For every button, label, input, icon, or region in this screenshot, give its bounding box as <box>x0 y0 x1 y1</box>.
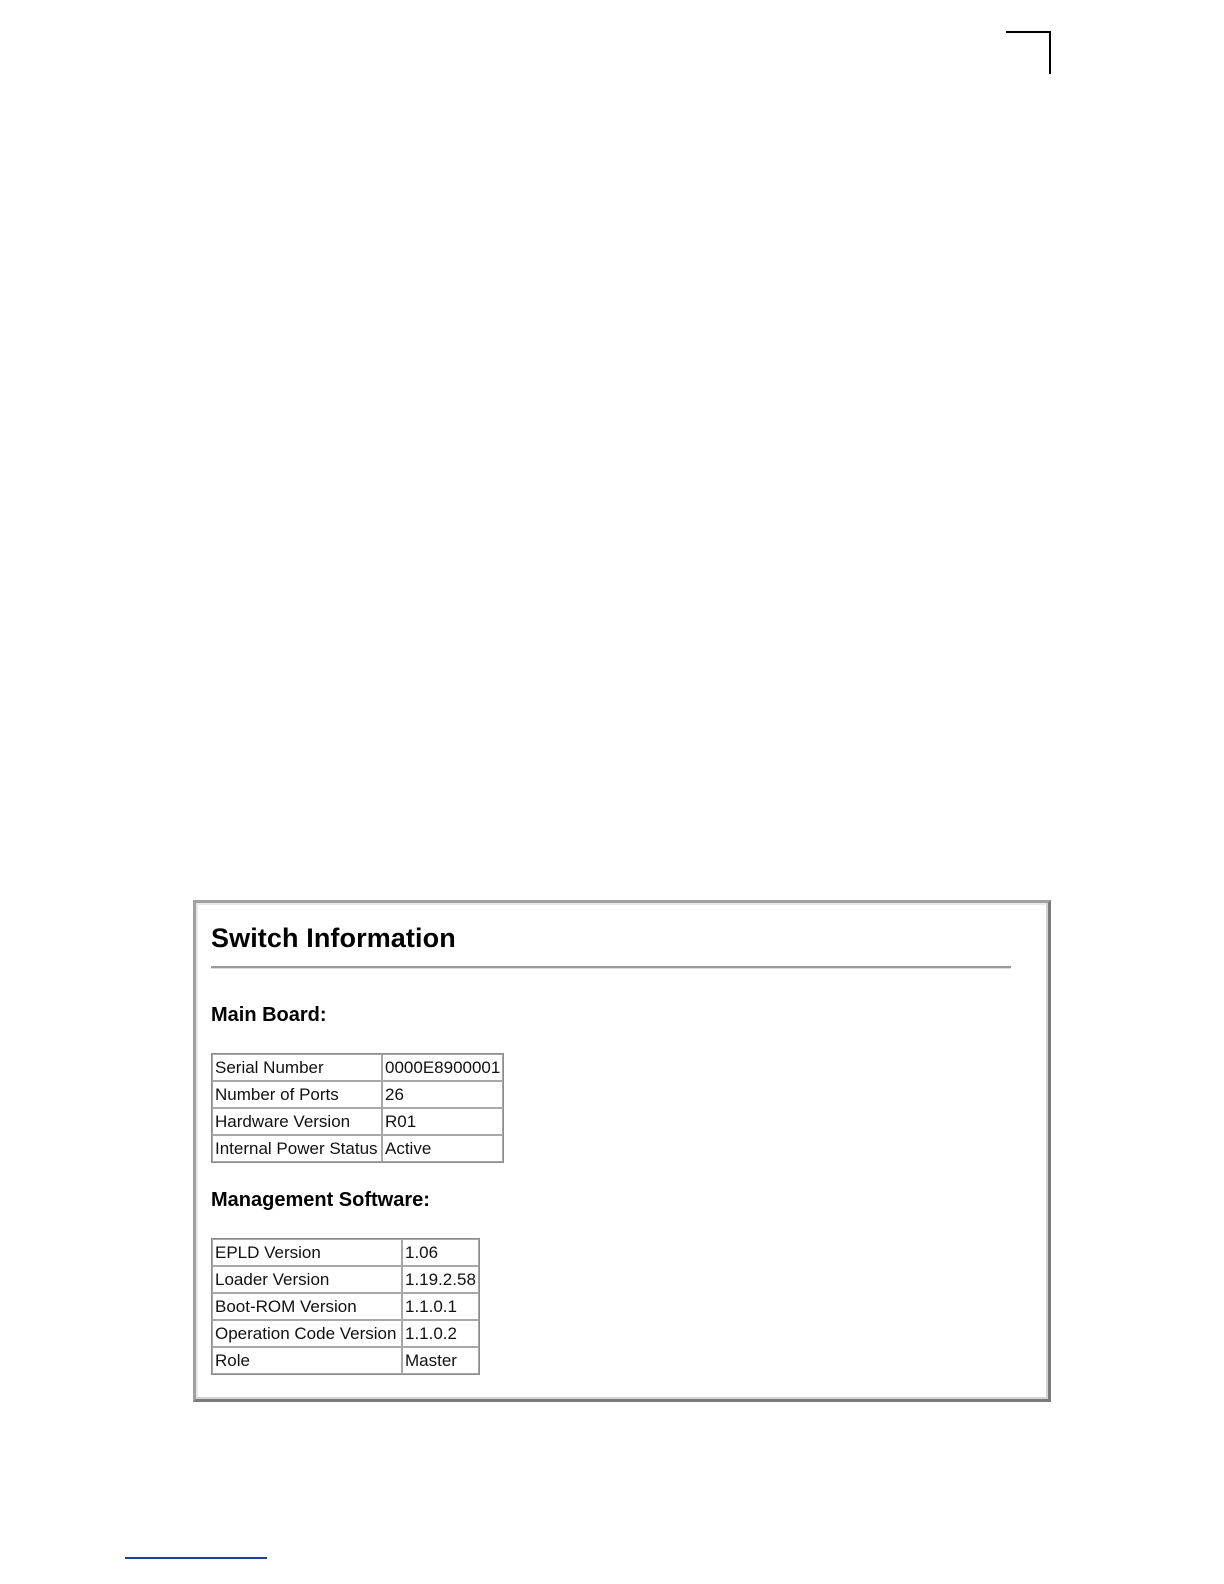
row-label: Number of Ports <box>212 1081 382 1108</box>
main-board-heading: Main Board: <box>211 1004 327 1026</box>
table-row <box>212 1054 503 1081</box>
row-label: EPLD Version <box>212 1239 402 1266</box>
row-label: Operation Code Version <box>212 1320 402 1347</box>
table-row <box>212 1347 479 1374</box>
crop-mark-vertical <box>1049 31 1051 74</box>
page-title: Switch Information <box>211 923 456 953</box>
row-label: Role <box>212 1347 402 1374</box>
management-software-table <box>211 1238 480 1375</box>
title-divider <box>211 966 1011 969</box>
row-value: Master <box>402 1347 479 1374</box>
table-row <box>212 1293 479 1320</box>
table-row <box>212 1320 479 1347</box>
row-value: 1.1.0.1 <box>402 1293 479 1320</box>
row-value: 0000E8900001 <box>382 1054 503 1081</box>
table-row <box>212 1135 503 1162</box>
management-software-heading: Management Software: <box>211 1189 430 1211</box>
row-value: 1.06 <box>402 1239 479 1266</box>
row-label: Internal Power Status <box>212 1135 382 1162</box>
footer-rule <box>125 1557 267 1559</box>
table-row <box>212 1266 479 1293</box>
row-value: Active <box>382 1135 503 1162</box>
table-row <box>212 1108 503 1135</box>
row-label: Boot-ROM Version <box>212 1293 402 1320</box>
row-value: 1.1.0.2 <box>402 1320 479 1347</box>
row-label: Hardware Version <box>212 1108 382 1135</box>
row-value: 1.19.2.58 <box>402 1266 479 1293</box>
switch-information-panel <box>193 900 1051 1402</box>
row-value: 26 <box>382 1081 503 1108</box>
table-row <box>212 1239 479 1266</box>
table-row <box>212 1081 503 1108</box>
main-board-table <box>211 1053 504 1163</box>
row-label: Serial Number <box>212 1054 382 1081</box>
row-label: Loader Version <box>212 1266 402 1293</box>
crop-mark-horizontal <box>1006 31 1051 33</box>
row-value: R01 <box>382 1108 503 1135</box>
